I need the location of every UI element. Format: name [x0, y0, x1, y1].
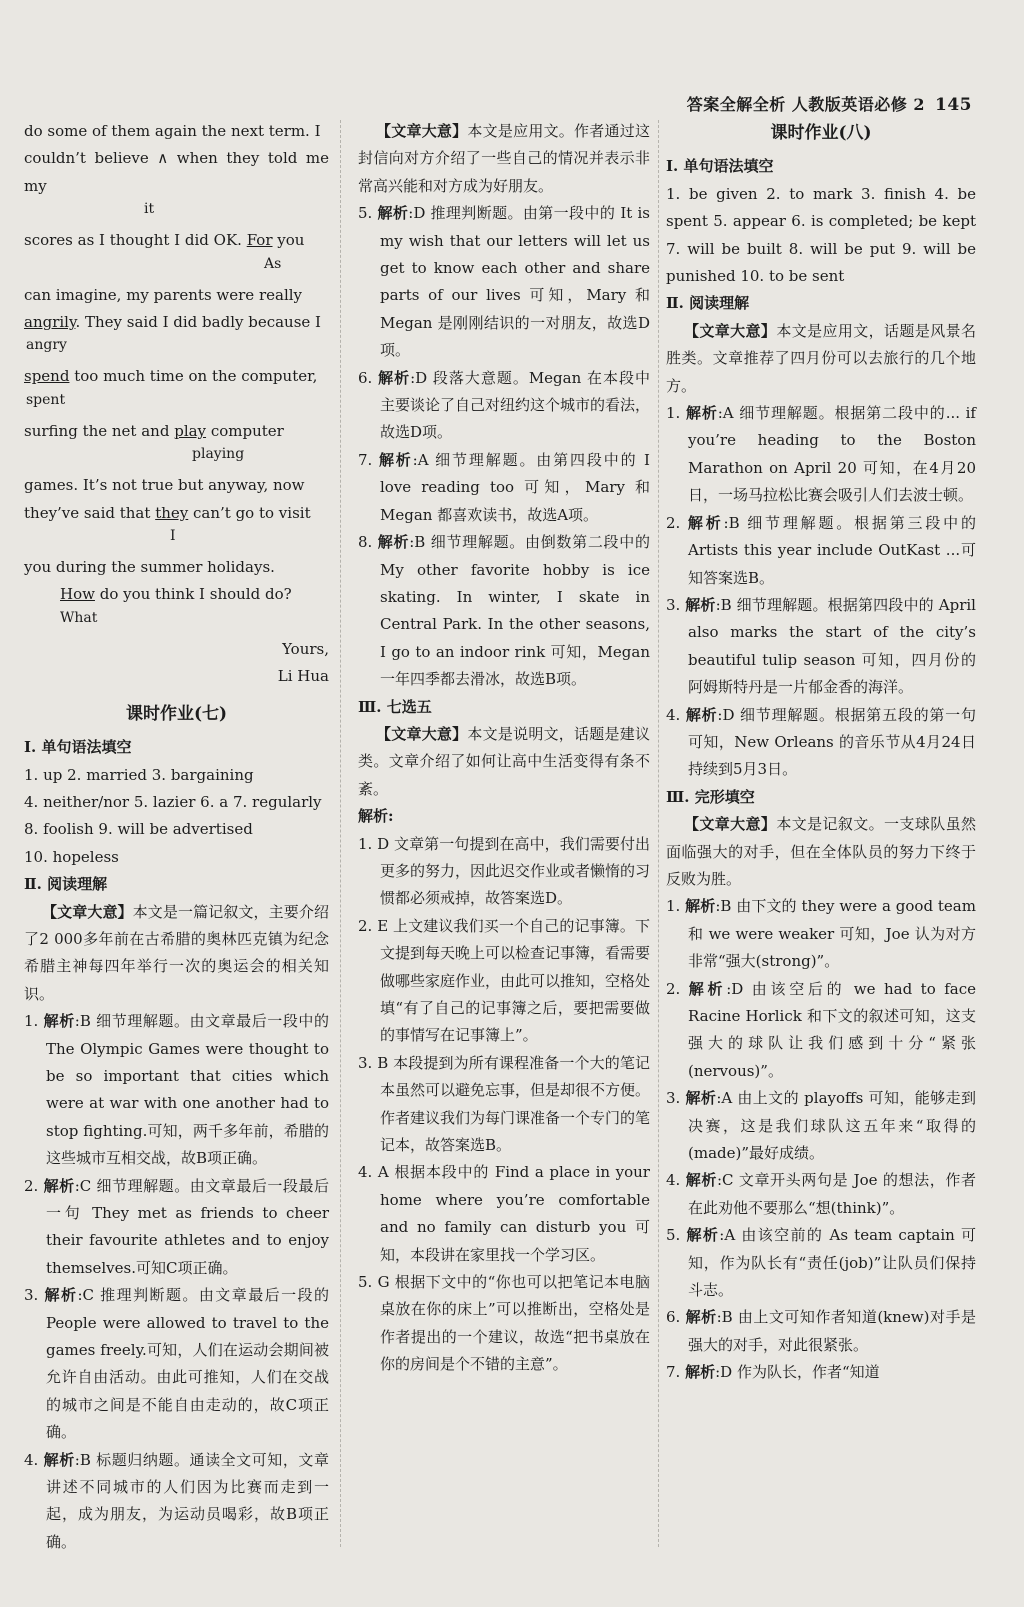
correction-word: it [144, 201, 155, 218]
letter-signature: Li Hua [277, 667, 329, 686]
answer-item: 5. G 根据下文中的“你也可以把笔记本电脑桌放在你的床上”可以推断出，空格处是作者提出的一个建议，故选“把书桌放在你的房间是个不错的主意”。 [358, 1273, 650, 1374]
letter-line: do some of them again the next term. I [24, 122, 321, 140]
answer-item: 7. 解析:D 作为队长，作者“知道 [666, 1363, 880, 1382]
letter-line: surfing the net and play computer [24, 421, 284, 440]
column-divider-left [340, 120, 341, 1547]
answer-item: 3. B 本段提到为所有课程准备一个大的笔记本虽然可以避免忘事，但是却很不方便。作者建议我们为每门课准备一个专门的笔记本，故答案选B。 [358, 1053, 651, 1155]
subsection-title: Ⅱ. 阅读理解 [666, 294, 750, 313]
letter-line: couldn’t believe ∧ when they told me my [24, 149, 329, 195]
correction-word: playing [192, 446, 245, 463]
answer-item: 5. 解析:A 由该空前的 As team captain 可知，作为队长有“责任(job)”让队员们保持斗志。 [666, 1226, 976, 1300]
section-title: 课时作业(七) [125, 703, 228, 724]
answer-item: 1. D 文章第一句提到在高中，我们需要付出更多的努力，因此迟交作业或者懒惰的习惯都必须戒掉，故答案选D。 [358, 834, 651, 908]
correction-row [24, 609, 329, 636]
answer-item: 7. 解析:A 细节理解题。由第四段中的 I love reading too 可知，Mary 和 Megan 都喜欢读书，故选A项。 [358, 450, 650, 524]
correction-word: angry [26, 337, 67, 354]
correction-word: spent [26, 391, 66, 408]
letter-line: How do you think I should do? [60, 585, 292, 604]
answer-item: 3. 解析:C 推理判断题。由文章最后一段的 People were allowed to travel to the games freely.可知，人们在运动会期间被允许自由活动。由此可推知，人们在交战的城市之间是不能自由走动的，故C项正确。 [24, 1286, 329, 1442]
subsection-title: Ⅲ. 完形填空 [666, 787, 755, 806]
answer-line: 4. neither/nor 5. lazier 6. a 7. regularly [24, 792, 322, 811]
page-number: 145 [935, 95, 972, 115]
letter-line: angrily. They said I did badly because I [24, 313, 321, 332]
correction-row [24, 391, 329, 418]
book-title: 答案全解全析 人教版英语必修 2 [686, 95, 925, 114]
column-right [666, 118, 976, 1557]
answer-item: 4. A 根据本段中的 Find a place in your home where you’re comfortable and no family can disturb you 可知，本段讲在家里找一个学习区。 [358, 1163, 650, 1264]
letter-line: spend too much time on the computer, [24, 367, 318, 386]
subsection-title: Ⅲ. 七选五 [358, 697, 432, 716]
letter-closing: Yours, [282, 639, 329, 658]
answer-item: 5. 解析:D 推理判断题。由第一段中的 It is my wish that our letters will let us get to know each other and share parts of our lives 可知，Mary 和 Megan 是刚刚结识的一对朋友，故选D项。 [358, 204, 650, 360]
answer-line: 1. be given 2. to mark 3. finish 4. be spent 5. appear 6. is completed; be kept 7. will be built 8. will be put 9. will be punished 10. to be sent [666, 184, 976, 286]
answer-item: 3. 解析:B 细节理解题。根据第四段中的 April also marks the start of the city’s beautiful tulip season 可知，四月份的阿姆斯特丹是一片郁金香的海洋。 [666, 595, 976, 697]
answer-item: 1. 解析:B 由下文的 they were a good team 和 we were weaker 可知，Joe 认为对方非常“强大(strong)”。 [666, 897, 976, 971]
answer-item: 4. 解析:C 文章开头两句是 Joe 的想法，作者在此劝他不要那么“想(think)”。 [666, 1171, 976, 1217]
correction-row [24, 200, 329, 227]
article-summary: 【文章大意】本文是应用文。作者通过这封信向对方介绍了一些自己的情况并表示非常高兴能和对方成为好朋友。 [358, 122, 650, 195]
letter-line: they’ve said that they can’t go to visit [24, 503, 311, 522]
answer-line: 8. foolish 9. will be advertised [24, 820, 253, 839]
answer-item: 1. 解析:B 细节理解题。由文章最后一段中的 The Olympic Games were thought to be so important that cities which were at war with one another had to stop fighting.可知，两千多年前，希腊的这些城市互相交战，故B项正确。 [24, 1012, 329, 1168]
answer-item: 4. 解析:D 细节理解题。根据第五段的第一句可知，New Orleans 的音乐节从4月24日持续到5月3日。 [666, 705, 976, 779]
answer-item: 2. 解析:B 细节理解题。根据第三段中的 Artists this year include OutKast ...可知答案选B。 [666, 513, 976, 587]
answer-item: 2. 解析:D 由该空后的 we had to face Racine Horlick 和下文的叙述可知，这支强大的球队让我们感到十分“紧张(nervous)”。 [666, 979, 976, 1080]
letter-line: you during the summer holidays. [24, 558, 275, 577]
answer-item: 4. 解析:B 标题归纳题。通读全文可知，文章讲述不同城市的人们因为比赛而走到一起，成为朋友，为运动员喝彩，故B项正确。 [24, 1450, 329, 1551]
correction-word: I [170, 528, 176, 545]
correction-word: What [60, 609, 98, 626]
answer-item: 3. 解析:A 由上文的 playoffs 可知，能够走到决赛，这是我们球队这五年来“取得的(made)”最好成绩。 [666, 1089, 976, 1163]
article-summary: 【文章大意】本文是一篇记叙文，主要介绍了2 000多年前在古希腊的奥林匹克镇为纪念希腊主神每四年举行一次的奥运会的相关知识。 [24, 902, 329, 1003]
correction-row [24, 336, 329, 363]
article-summary: 【文章大意】本文是应用文，话题是风景名胜类。文章推荐了四月份可以去旅行的几个地方。 [666, 321, 976, 395]
correction-row [24, 255, 329, 282]
answer-item: 6. 解析:B 由上文可知作者知道(knew)对手是强大的对手，对此很紧张。 [666, 1308, 976, 1354]
answer-line: 10. hopeless [24, 847, 119, 866]
column-divider-right [658, 120, 659, 1547]
subsection-title: Ⅰ. 单句语法填空 [24, 738, 132, 757]
answer-item: 1. 解析:A 细节理解题。根据第二段中的... if you’re heading to the Boston Marathon on April 20 可知，在4月20日，一场马拉松比赛会吸引人们去波士顿。 [666, 404, 976, 505]
column-middle [358, 118, 650, 1557]
article-summary: 【文章大意】本文是记叙文。一支球队虽然面临强大的对手，但在全体队员的努力下终于反败为胜。 [666, 815, 976, 888]
answer-item: 2. E 上文建议我们买一个自己的记事簿。下文提到每天晚上可以检查记事簿，看需要做哪些家庭作业，由此可以推知，空格处填“有了自己的记事簿之后，要把需要做的事情写在记事簿上”。 [358, 916, 651, 1045]
correction-word: As [264, 255, 282, 272]
correction-row [24, 445, 329, 472]
subsection-title: Ⅰ. 单句语法填空 [666, 157, 774, 176]
correction-row [24, 527, 329, 554]
analysis-label: 解析: [358, 807, 394, 826]
answer-item: 8. 解析:B 细节理解题。由倒数第二段中的 My other favorite hobby is ice skating. In winter, I skate in Central Park. In the other seasons, I go to an indoor rink 可知，Megan 一年四季都去滑冰，故选B项。 [358, 533, 650, 689]
letter-line: can imagine, my parents were really [24, 285, 303, 304]
subsection-title: Ⅱ. 阅读理解 [24, 875, 108, 894]
section-title: 课时作业(八) [770, 123, 872, 143]
letter-line: scores as I thought I did OK. For you [24, 231, 305, 250]
answer-item: 6. 解析:D 段落大意题。Megan 在本段中主要谈论了自己对纽约这个城市的看法，故选D项。 [358, 368, 651, 442]
column-left [24, 118, 329, 1557]
article-summary: 【文章大意】本文是说明文，话题是建议类。文章介绍了如何让高中生活变得有条不紊。 [358, 724, 650, 798]
page-header [687, 92, 972, 115]
letter-line: games. It’s not true but anyway, now [24, 476, 305, 495]
answer-line: 1. up 2. married 3. bargaining [24, 765, 254, 784]
answer-item: 2. 解析:C 细节理解题。由文章最后一段最后一句 They met as friends to cheer their favourite athletes and to enjoy themselves.可知C项正确。 [24, 1176, 329, 1277]
